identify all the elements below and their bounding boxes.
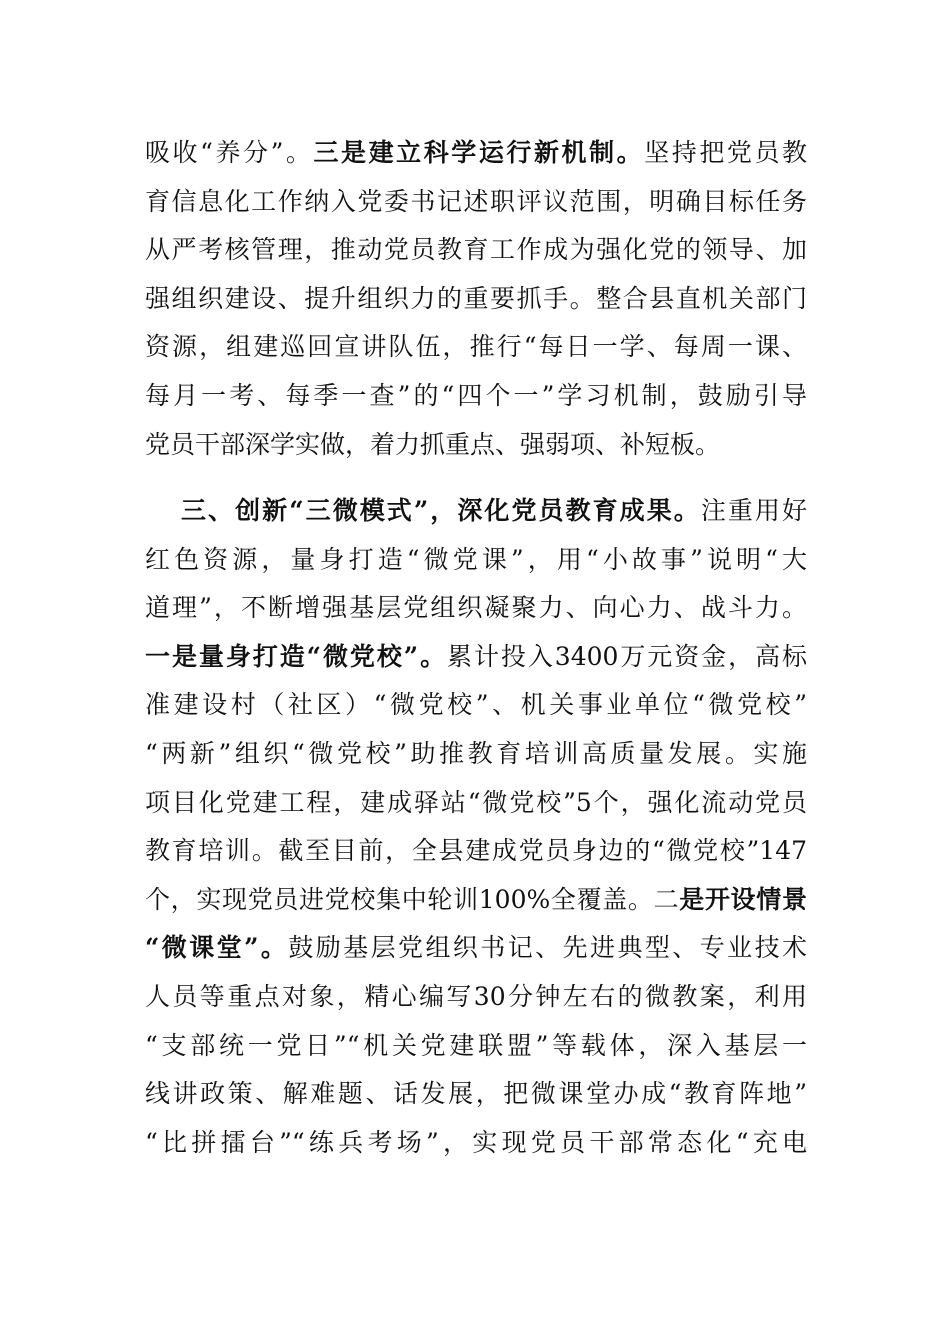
text-run: 个，实现党员进党校集中轮训100%全覆盖。二 [145,884,680,914]
text-line [145,681,807,730]
text-line [145,1022,807,1071]
text-run: “支部统一党日”“机关党建联盟”等载体，深入基层一 [145,1030,807,1060]
text-line [145,633,807,682]
text-line [145,536,807,585]
text-line [145,779,807,828]
text-line [145,372,807,421]
text-line [145,876,807,925]
text-line [145,730,807,779]
text-run: 准建设村（社区）“微党校”、机关事业单位“微党校” [145,690,807,720]
bold-text-run: 三是建立科学运行新机制。 [313,138,645,167]
text-line [145,323,807,372]
text-line [145,178,807,227]
text-run: 道理”，不断增强基层党组织凝聚力、向心力、战斗力。 [145,593,807,623]
text-run: “两新”组织“微党校”助推教育培训高质量发展。实施 [145,738,807,768]
text-run: 累计投入3400万元资金，高标 [447,641,808,671]
text-run: 党员干部深学实做，着力抓重点、强弱项、补短板。 [145,429,721,459]
bold-text-run: “微课堂”。 [145,933,289,963]
paragraph-three-micro-mode [145,487,807,1167]
text-run: 注重用好 [700,496,807,525]
text-run: 红色资源，量身打造“微党课”，用“小故事”说明“大 [145,544,807,574]
text-line [145,226,807,275]
text-run: “比拼擂台”“练兵考场”，实现党员干部常态化“充电 [145,1127,807,1157]
text-line [145,129,807,178]
text-run: 人员等重点对象，精心编写30分钟左右的微教案，利用 [145,981,807,1011]
text-line [145,924,807,973]
bold-text-run: 是开设情景 [679,884,807,914]
text-run: 项目化党建工程，建成驿站“微党校”5个，强化流动党员 [145,787,807,817]
text-run: 每月一考、每季一查”的“四个一”学习机制，鼓励引导 [145,380,807,410]
text-run: 线讲政策、解难题、话发展，把微课堂办成“教育阵地” [145,1079,807,1109]
text-line [145,973,807,1022]
bold-text-run: 三、创新“三微模式”，深化党员教育成果。 [181,496,701,525]
text-line [145,1119,807,1168]
text-line [145,584,807,633]
text-line [145,827,807,876]
text-run: 坚持把党员教 [644,138,807,167]
text-line [145,1070,807,1119]
text-run: 教育培训。截至目前，全县建成党员身边的“微党校”147 [145,836,807,866]
text-line [145,421,807,470]
text-line [145,275,807,324]
text-run: 育信息化工作纳入党委书记述职评议范围，明确目标任务 [145,186,807,216]
text-line [145,487,807,536]
text-run: 鼓励基层党组织书记、先进典型、专业技术 [288,933,807,963]
paragraph-mechanism [145,129,807,469]
text-run: 从严考核管理，推动党员教育工作成为强化党的领导、加 [145,235,807,265]
bold-text-run: 一是量身打造“微党校”。 [145,641,448,671]
text-run: 吸收“养分”。 [145,138,314,167]
text-run: 强组织建设、提升组织力的重要抓手。整合县直机关部门 [145,283,807,313]
text-run: 资源，组建巡回宣讲队伍，推行“每日一学、每周一课、 [145,332,807,362]
